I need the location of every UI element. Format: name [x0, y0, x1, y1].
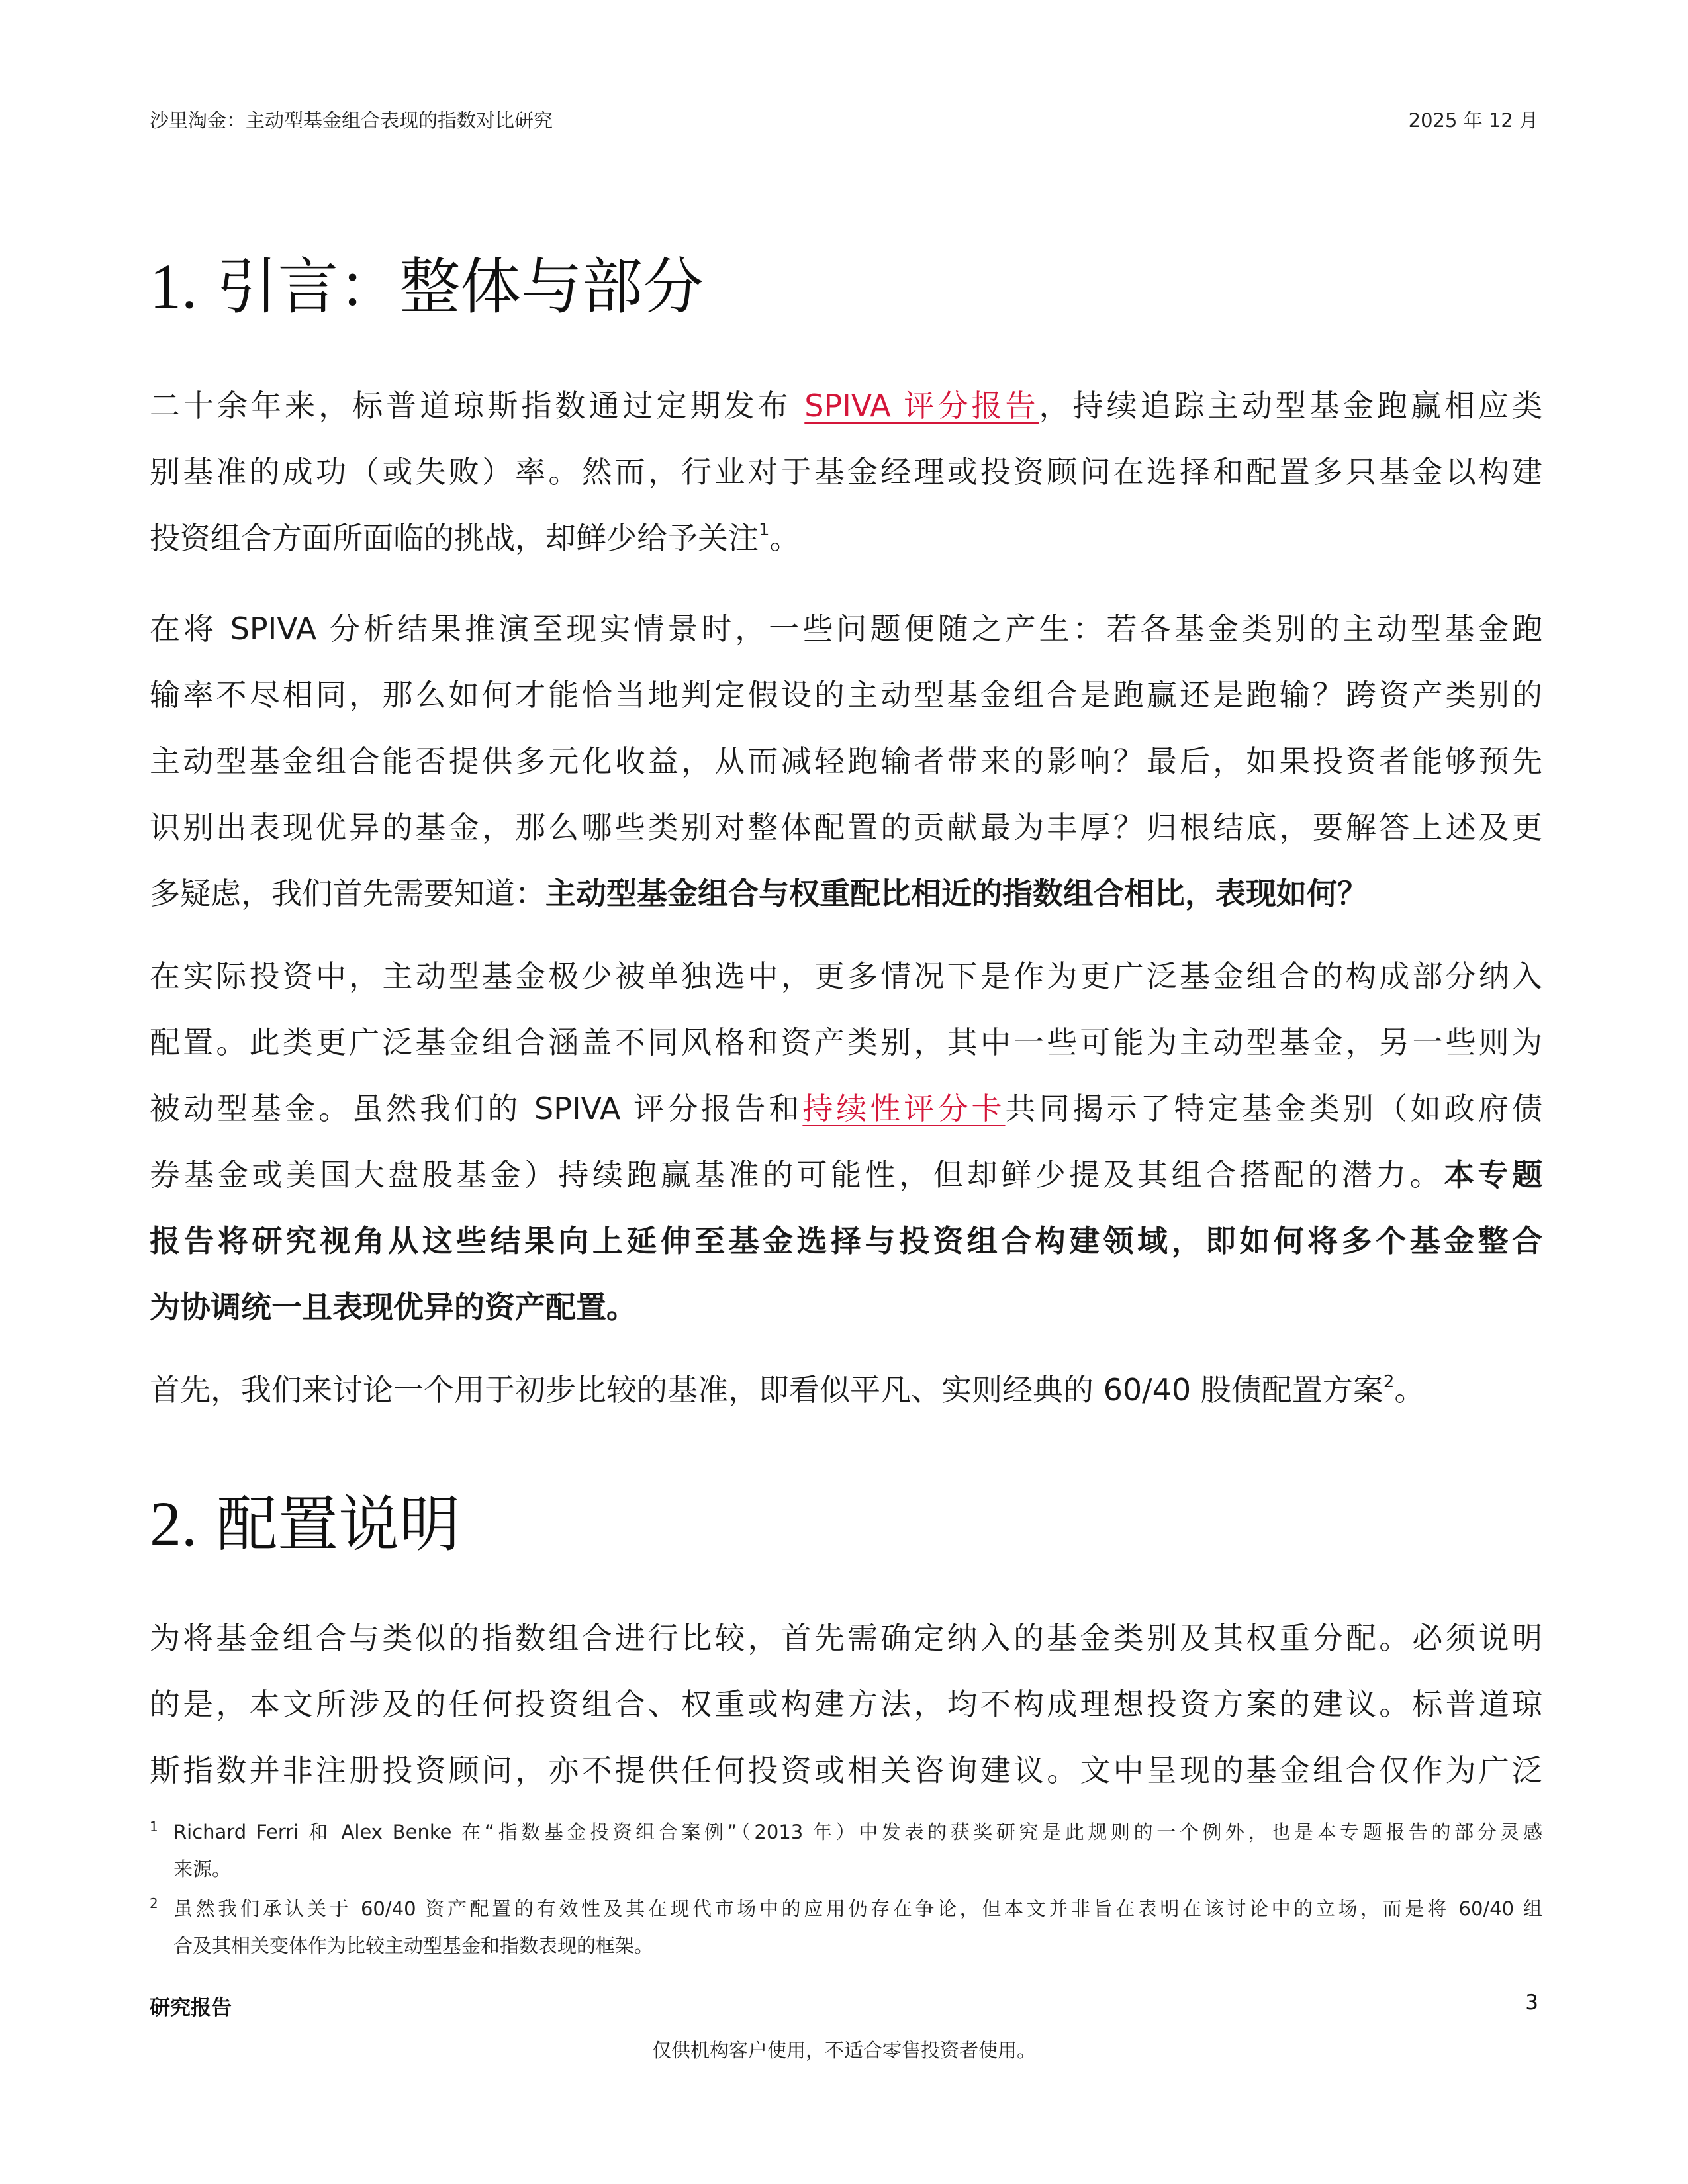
intro-paragraph-2: 在将 SPIVA 分析结果推演至现实情景时，一些问题便随之产生：若各基金类别的主动型基金跑 输率不尽相同，那么如何才能恰当地判定假设的主动型基金组合是跑赢还是跑输？跨资产类别的 主动型基金组合能否提供多元化收益，从而减轻跑输者带来的影响？最后，如果投资者能够预先 识别出表现优异的基金，那么哪些类别对整体配置的贡献最为丰厚？归根结底，要解答上述及更 多疑虑，我们首先需要知道：主动型基金组合与权重配比相近的指数组合相比，表现如何？ [150, 611, 1542, 911]
footer-report-label: 研究报告 [150, 1996, 232, 2020]
section-2-title: 配置说明 [216, 1489, 461, 1560]
header-title: 沙里淘金：主动型基金组合表现的指数对比研究 [150, 109, 553, 132]
allocation-paragraph-1: 为将基金组合与类似的指数组合进行比较，首先需确定纳入的基金类别及其权重分配。必须说明 的是，本文所涉及的任何投资组合、权重或构建方法，均不构成理想投资方案的建议。标普道琼 斯指数并非注册投资顾问，亦不提供任何投资或相关咨询建议。文中呈现的基金组合仅作为广泛 [150, 1620, 1542, 1788]
intro-paragraph-4: 首先，我们来讨论一个用于初步比较的基准，即看似平凡、实则经典的 60/40 股债配置方案$^2$。 [150, 1372, 1425, 1408]
header-date: 2025 年 12 月 [1408, 109, 1538, 132]
footnote-ref-1[interactable]: 1 [759, 520, 770, 540]
page-number: 3 [1525, 1991, 1538, 2015]
persistence-scorecard-link[interactable]: 持续性评分卡 [802, 1091, 1006, 1126]
footnote-2-mark: 2 [150, 1895, 158, 1911]
section-1-title: 引言：整体与部分 [216, 251, 704, 322]
intro-paragraph-1: 二十余年来，标普道琼斯指数通过定期发布 SPIVA 评分报告，持续追踪主动型基金跑赢相应类 别基准的成功（或失败）率。然而，行业对于基金经理或投资顾问在选择和配置多只基金以构建 投资组合方面所面临的挑战，却鲜少给予关注$^1$。 [150, 388, 1542, 556]
footnote-ref-2[interactable]: 2 [1383, 1372, 1395, 1392]
section-2-number: 2. [150, 1488, 197, 1559]
section-1-heading [150, 238, 704, 326]
footnote-1-mark: 1 [150, 1819, 158, 1835]
spiva-report-link[interactable]: SPIVA 评分报告 [804, 388, 1039, 424]
section-2-heading [150, 1476, 460, 1563]
section-1-number: 1. [150, 251, 197, 322]
footer-disclaimer: 仅供机构客户使用，不适合零售投资者使用。 [651, 2039, 1036, 2062]
intro-paragraph-3: 在实际投资中，主动型基金极少被单独选中，更多情况下是作为更广泛基金组合的构成部分纳入 配置。此类更广泛基金组合涵盖不同风格和资产类别，其中一些可能为主动型基金，另一些则为 被动型基金。虽然我们的 SPIVA 评分报告和持续性评分卡共同揭示了特定基金类别（如政府债 券基金或美国大盘股基金）持续跑赢基准的可能性，但却鲜少提及其组合搭配的潜力。本专题 报告将研究视角从这些结果向上延伸至基金选择与投资组合构建领域，即如何将多个基金整合 为协调统一且表现优异的资产配置。 [150, 958, 1543, 1325]
key-question-bold: 主动型基金组合与权重配比相近的指数组合相比，表现如何？ [545, 876, 1368, 911]
